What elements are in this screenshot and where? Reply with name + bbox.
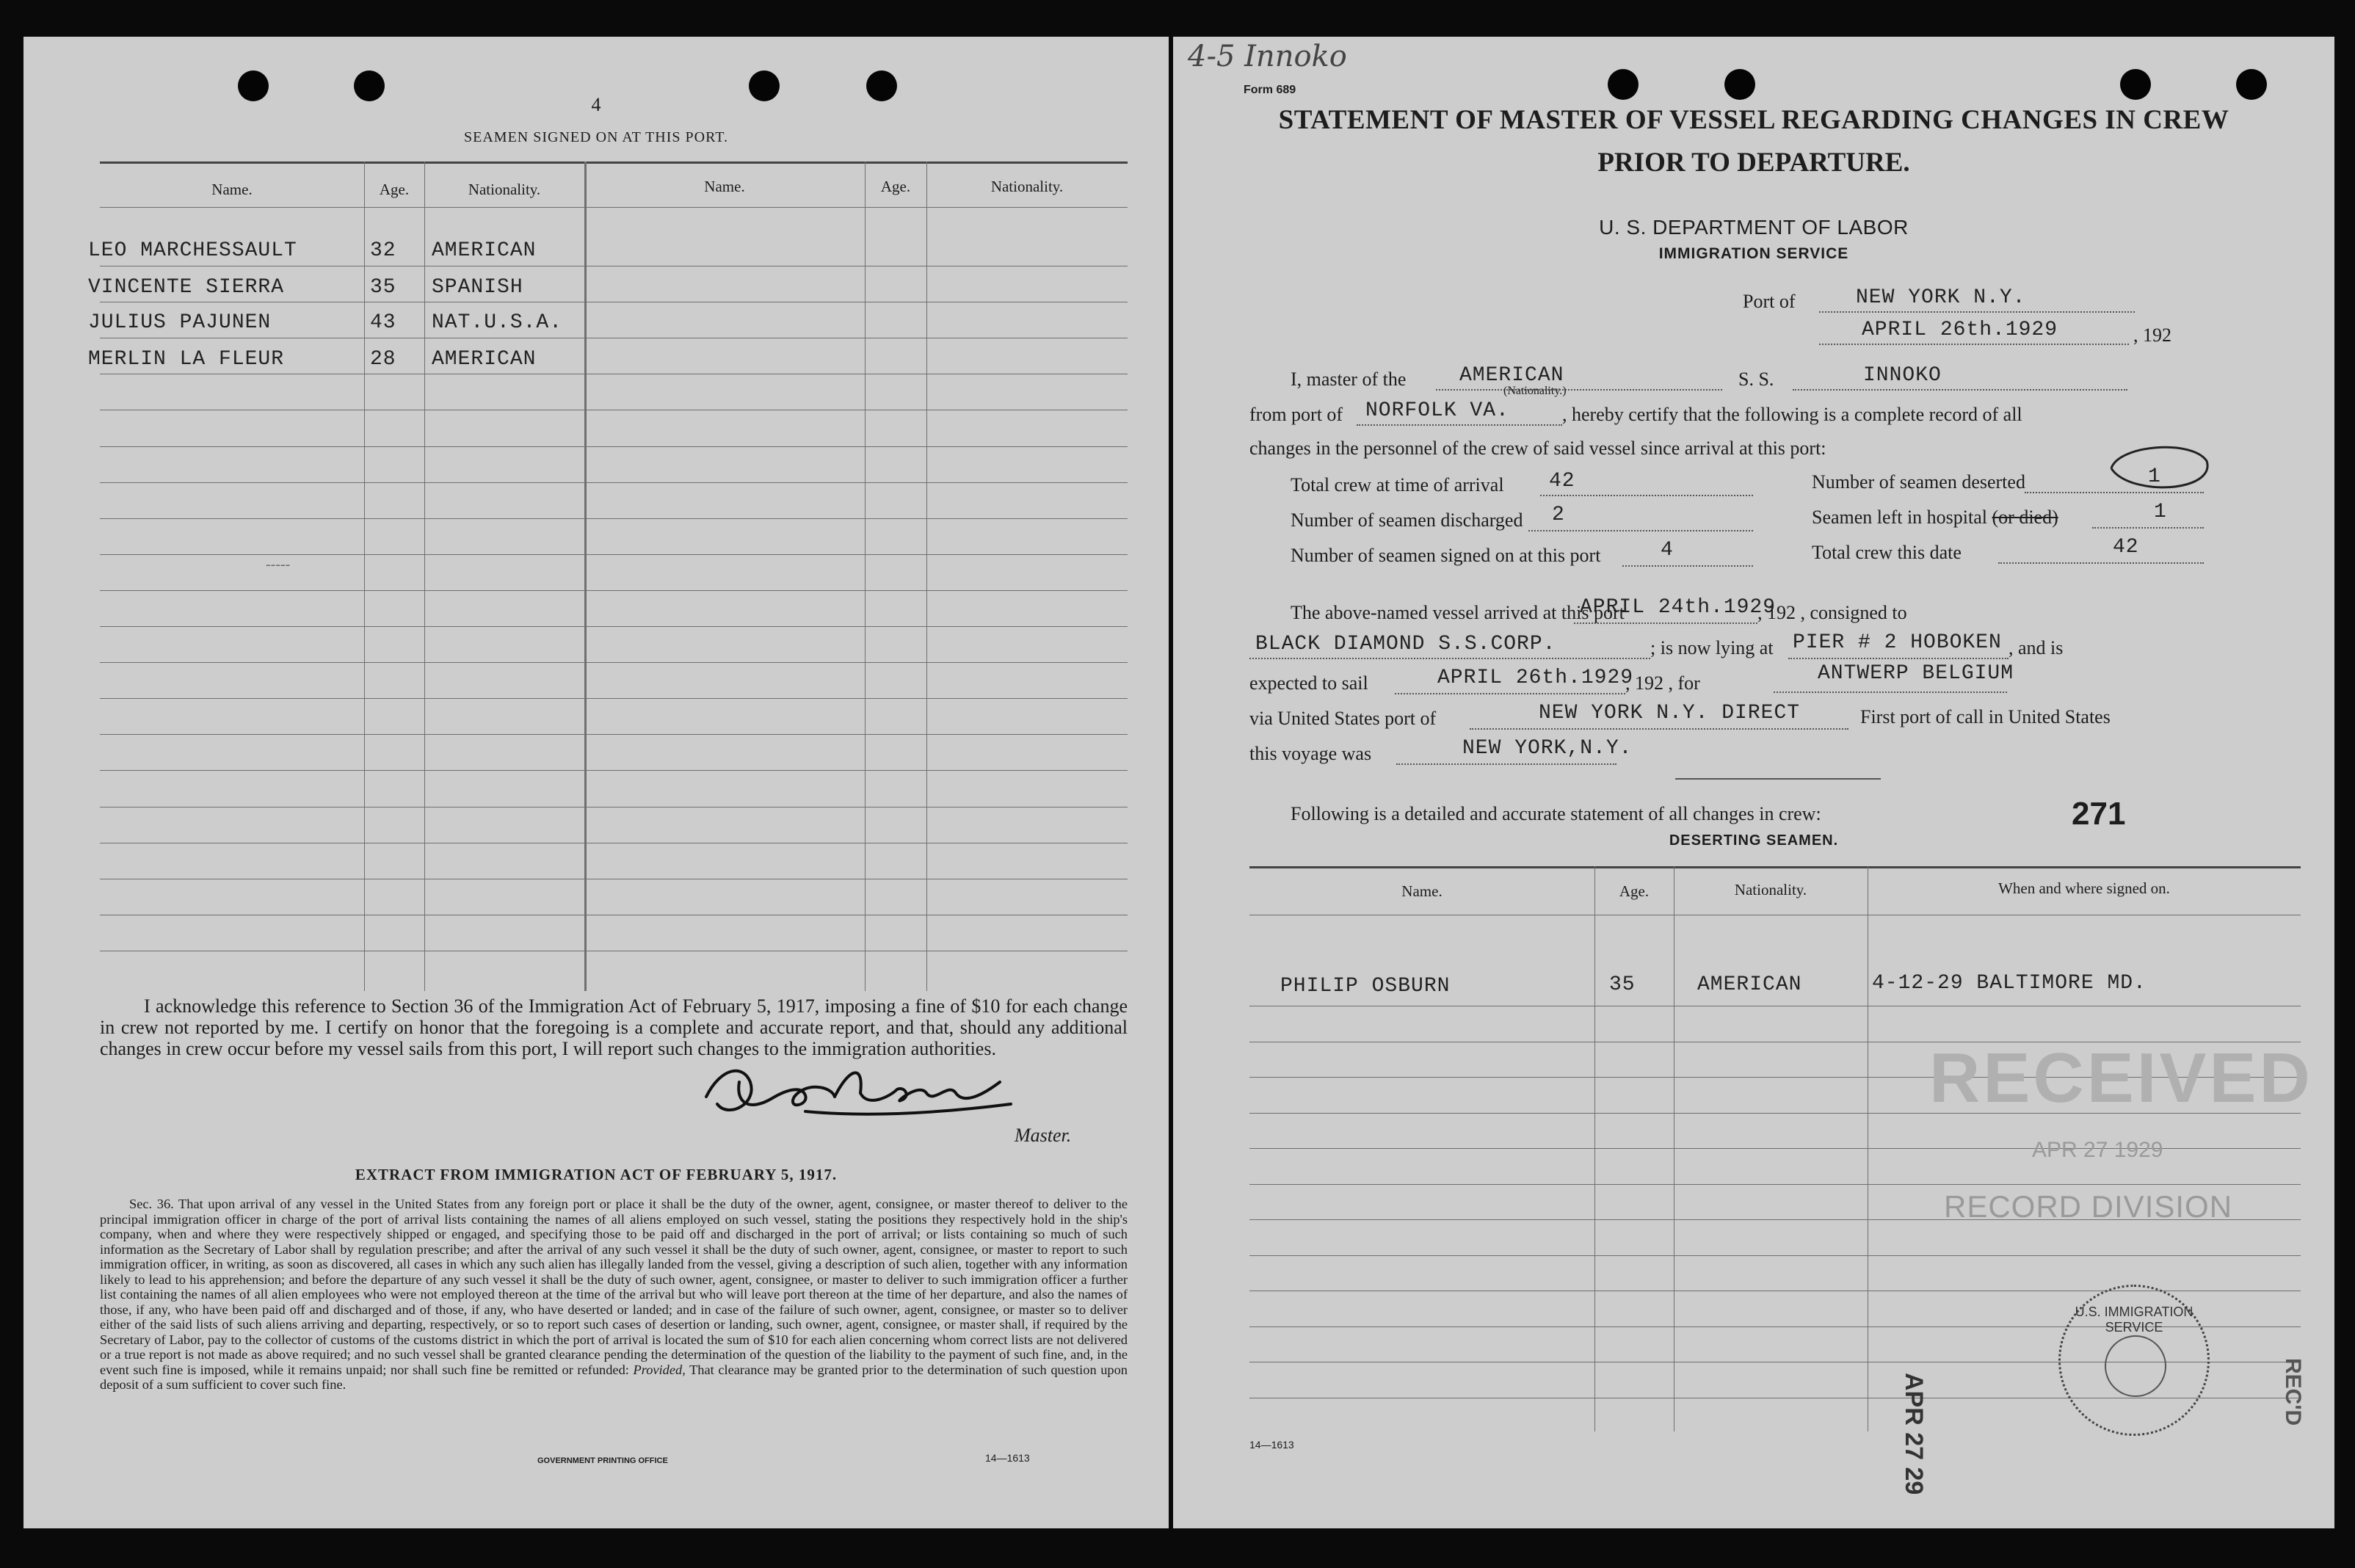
immigration-seal (2058, 1285, 2210, 1436)
hospital-label-row (1812, 507, 2058, 529)
seaman-name: VINCENTE SIERRA (88, 276, 285, 299)
lying-value: PIER # 2 HOBOKEN (1793, 631, 2002, 654)
row-line (100, 590, 1128, 591)
column-header: Name. (704, 178, 745, 195)
seal-text: U.S. IMMIGRATION SERVICE (2075, 1304, 2193, 1335)
column-rule (1594, 866, 1595, 1431)
extract-text: That upon arrival of any vessel in the United States from any foreign port or place it shall be the duty of the owner, agent, consignee, or master thereof to deliver to the principal immigration officer in charge of the port of arrival lists containing the names of all aliens employed on such vessel, stating the positions they respectively hold in the ship's company, when and where they were respectively shipped or engaged, and specifying those to be paid off and discharged in the port of arrival; or lists containing so much of such information as the Secretary of Labor shall by regulation prescribe; and after the arrival of any such vessel it shall be the duty of such owner, agent, consignee, or master to report to such immigration officer, in writing, as soon as discovered, all cases in which any such alien has illegally landed from the vessel, giving a description of such alien, together with any information likely to lead to his apprehension; and before the departure of any such vessel it shall be the duty of such owner, agent, consignee, or master to deliver to such immigration officer a further list containing the names of all alien employees who were not employed thereon at the time of the arrival but who will leave port thereon at the time of her departure, and also the names of those, if any, who have been paid off and discharged and of those, if any, who have deserted or landed; and in case of the failure of such owner, agent, consignee, or master so to deliver either of the said lists of such aliens arriving and departing, respectively, or so to report such cases of desertion or landing, such owner, agent, consignee, or master shall, if required by the Secretary of Labor, pay to the collector of customs of the customs district in which the port of arrival is located the sum of $10 for each alien concerning whom correct lists are not delivered or a true report is not made as above required; and no such vessel shall be granted clearance pending the determination of the question of the liability to the payment of such fine, and, in the event such fine is imposed, while it remains unpaid; nor shall such fine be remitted or refunded: (100, 1197, 1128, 1377)
column-rule (584, 161, 587, 991)
lying-label: ; is now lying at (1650, 637, 1774, 658)
certify-text: , hereby certify that the following is a complete record of all (1562, 404, 2022, 425)
extract-section: Sec. 36. (129, 1197, 174, 1211)
arrived-value: APRIL 24th.1929 (1580, 596, 1777, 619)
destination-line (1774, 692, 2007, 693)
port-label: Port of (1743, 291, 1796, 312)
form-code: 14—1613 (985, 1452, 1030, 1464)
voyage-label: this voyage was (1249, 743, 1372, 764)
extract-proviso-word: Provided, (633, 1362, 686, 1377)
consignee-value: BLACK DIAMOND S.S.CORP. (1255, 633, 1556, 656)
ss-label: S. S. (1738, 369, 1774, 390)
voyage-value: NEW YORK,N.Y. (1462, 737, 1633, 760)
binder-hole (2236, 69, 2267, 100)
master-of-label: I, master of the (1291, 369, 1407, 390)
date-line (1819, 344, 2129, 345)
column-rule (364, 161, 365, 991)
extract-body (100, 1197, 1128, 1393)
seaman-age: 35 (370, 276, 396, 299)
column-header: Age. (379, 181, 410, 198)
column-header: Name. (211, 181, 253, 198)
arrived-line (1574, 623, 1757, 624)
seaman-nationality: AMERICAN (432, 239, 537, 262)
row-line (1249, 1184, 2301, 1185)
column-header: Nationality. (1734, 881, 1807, 899)
hospital-value: 1 (2154, 501, 2167, 523)
seaman-age: 43 (370, 311, 396, 334)
received-stamp: RECEIVED (1929, 1039, 2313, 1117)
consigned-label: , 192 , consigned to (1757, 602, 1907, 623)
consignee-line (1249, 658, 1650, 659)
voyage-line (1396, 763, 1616, 765)
deserter-nationality: AMERICAN (1697, 973, 1802, 996)
binder-hole (2120, 69, 2151, 100)
right-page (1173, 37, 2334, 1528)
column-rule (865, 161, 866, 991)
seaman-nationality: SPANISH (432, 276, 523, 299)
discharged-value: 2 (1552, 504, 1565, 526)
row-line (100, 446, 1128, 447)
deserter-signed-on: 4-12-29 BALTIMORE MD. (1872, 972, 2147, 995)
vessel-line (1793, 389, 2127, 391)
handwritten-note: 4-5 Innoko (1188, 40, 1347, 73)
row-line (100, 518, 1128, 519)
nationality-line (1436, 389, 1722, 391)
row-line (100, 554, 1128, 555)
column-header: Nationality. (468, 181, 541, 198)
stamp-number: 271 (2072, 796, 2126, 832)
seal-inner-ring (2105, 1335, 2166, 1397)
form-number: Form 689 (1244, 84, 1296, 96)
via-value: NEW YORK N.Y. DIRECT (1539, 702, 1801, 725)
expected-line (1395, 693, 1625, 694)
count-line (1622, 565, 1753, 567)
row-dash: ----- (266, 556, 291, 573)
row-line (100, 734, 1128, 735)
deserting-table-top (1249, 866, 2301, 868)
port-value: NEW YORK N.Y. (1856, 286, 2026, 309)
discharged-label: Number of seamen discharged (1291, 509, 1523, 531)
section-title: SEAMEN SIGNED ON AT THIS PORT. (464, 129, 728, 145)
record-division: RECORD DIVISION (1944, 1189, 2233, 1224)
from-port-label: from port of (1249, 404, 1343, 425)
hospital-struck: (or died) (1992, 507, 2058, 528)
via-label: via United States port of (1249, 708, 1437, 729)
via-line (1470, 728, 1848, 730)
deserted-value: 1 (2148, 465, 2161, 488)
form-title-line2: PRIOR TO DEPARTURE. (1597, 148, 1910, 178)
nationality-value: AMERICAN (1459, 364, 1564, 387)
count-line (1998, 562, 2204, 564)
total-crew-arrival-label: Total crew at time of arrival (1291, 474, 1504, 496)
year-suffix: , 192 (2133, 324, 2171, 346)
destination-value: ANTWERP BELGIUM (1818, 662, 2014, 685)
from-port-line (1357, 424, 1562, 426)
total-crew-arrival-value: 42 (1549, 470, 1575, 493)
row-line (100, 698, 1128, 699)
printer-imprint: GOVERNMENT PRINTING OFFICE (537, 1456, 668, 1465)
expected-value: APRIL 26th.1929 (1437, 667, 1634, 689)
count-line (1540, 495, 1753, 496)
deserter-name: PHILIP OSBURN (1280, 975, 1451, 998)
header-rule (100, 207, 1128, 208)
lying-line (1788, 658, 2009, 659)
seaman-age: 32 (370, 239, 396, 262)
first-port-label: First port of call in United States (1860, 706, 2111, 727)
expected-label: expected to sail (1249, 672, 1368, 694)
column-rule (424, 161, 425, 991)
recd-stamp: REC'D (2281, 1358, 2305, 1426)
short-rule (1675, 778, 1881, 780)
column-header: Age. (880, 178, 911, 195)
column-header: Nationality. (990, 178, 1064, 195)
seaman-age: 28 (370, 348, 396, 371)
left-page (23, 37, 1169, 1528)
binder-hole (1608, 69, 1639, 100)
hospital-label: Seamen left in hospital (1812, 507, 1988, 528)
count-line (1528, 530, 1753, 531)
extract-title: EXTRACT FROM IMMIGRATION ACT OF FEBRUARY 5, 1917. (355, 1166, 838, 1183)
vessel-name: INNOKO (1863, 364, 1942, 387)
total-crew-date-label: Total crew this date (1812, 542, 1962, 563)
and-is: , and is (2009, 637, 2064, 658)
changes-text: changes in the personnel of the crew of said vessel since arrival at this port: (1249, 438, 1826, 459)
column-rule (926, 161, 927, 991)
row-line (100, 770, 1128, 771)
for-label: , 192 , for (1625, 672, 1700, 694)
deserting-title: DESERTING SEAMEN. (1669, 832, 1839, 849)
seaman-name: LEO MARCHESSAULT (88, 239, 297, 262)
binder-hole (1724, 69, 1755, 100)
master-signature (677, 1053, 1022, 1133)
total-crew-date-value: 42 (2113, 536, 2139, 559)
signed-on-label: Number of seamen signed on at this port (1291, 545, 1601, 566)
deserter-age: 35 (1609, 973, 1636, 996)
count-line (2092, 527, 2204, 529)
form-code: 14—1613 (1249, 1439, 1294, 1451)
extract-proviso-text: That clearance may be granted prior to the determination of such question upon deposit of a sum sufficient to cover such fine. (100, 1362, 1128, 1392)
deserted-circle (2104, 439, 2214, 498)
table-top-rule (100, 161, 1128, 164)
row-line (1249, 1255, 2301, 1256)
row-line (100, 662, 1128, 663)
column-header: Name. (1401, 882, 1443, 900)
row-line (100, 482, 1128, 483)
form-title-line1: STATEMENT OF MASTER OF VESSEL REGARDING CHANGES IN CREW (1278, 105, 2229, 135)
seaman-name: MERLIN LA FLEUR (88, 348, 285, 371)
page-number: 4 (591, 94, 601, 115)
seaman-nationality: AMERICAN (432, 348, 537, 371)
column-header: Age. (1619, 882, 1650, 900)
row-line (100, 626, 1128, 627)
master-label: Master. (1015, 1125, 1072, 1146)
acknowledgment-text: I acknowledge this reference to Section 36 of the Immigration Act of February 5, 1917, imposing a fine of $10 for each change in crew not reported by me. I certify on honor that the foregoing is a complete and accurate report, and that, should any additional changes in crew occur before my vessel sails from this port, I will report such changes to the immigration authorities. (100, 995, 1128, 1059)
signed-on-value: 4 (1661, 539, 1674, 562)
following-label: Following is a detailed and accurate statement of all changes in crew: (1291, 803, 1821, 824)
seaman-name: JULIUS PAJUNEN (88, 311, 272, 334)
from-port-value: NORFOLK VA. (1365, 399, 1509, 422)
department: U. S. DEPARTMENT OF LABOR (1599, 216, 1909, 239)
nationality-caption: (Nationality.) (1503, 385, 1567, 397)
deserted-label: Number of seamen deserted (1812, 471, 2025, 493)
received-date: APR 27 1929 (2032, 1138, 2163, 1162)
date-value: APRIL 26th.1929 (1862, 319, 2058, 341)
arrived-label: The above-named vessel arrived at this port (1291, 602, 1625, 623)
rotated-date-stamp: APR 27 29 (1900, 1373, 1928, 1495)
column-header: When and where signed on. (1998, 879, 2170, 897)
service: IMMIGRATION SERVICE (1658, 245, 1849, 262)
seaman-nationality: NAT.U.S.A. (432, 311, 563, 334)
port-line (1819, 311, 2135, 313)
